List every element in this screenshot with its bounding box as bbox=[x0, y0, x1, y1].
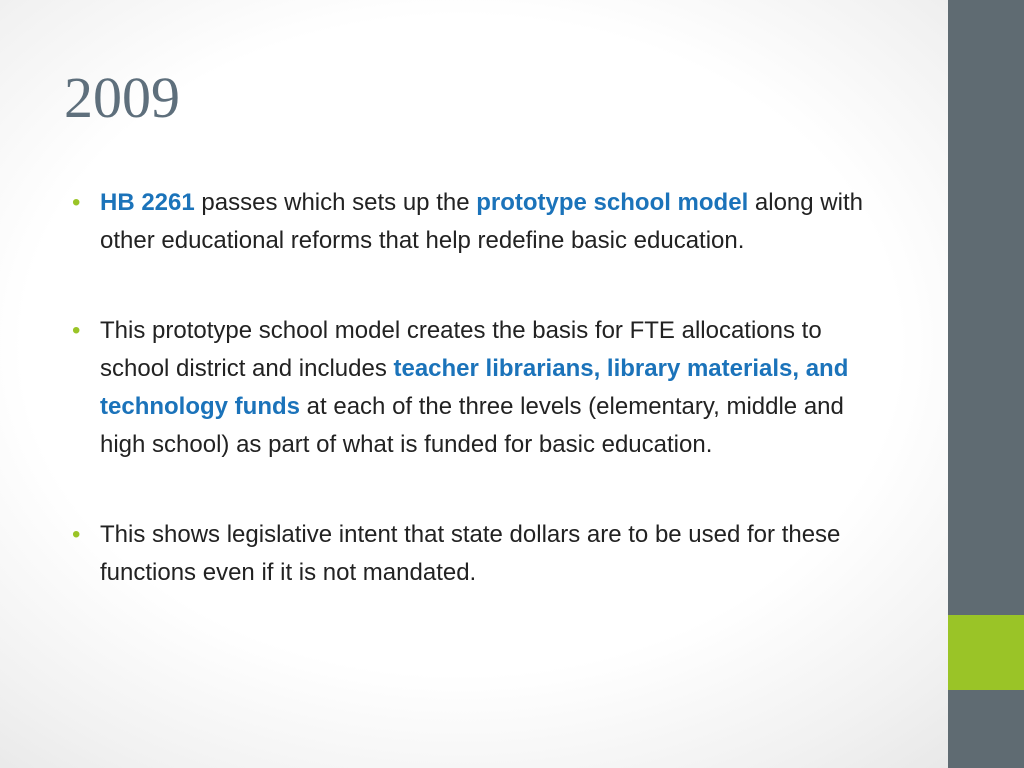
highlight-text: teacher librarians, library materials, and technology funds bbox=[100, 355, 849, 420]
bullet-marker: • bbox=[72, 521, 81, 548]
bullet-item bbox=[0, 184, 890, 260]
bullet-text: This prototype school model creates the basis for FTE allocations to school district and includes bbox=[100, 317, 822, 382]
bill-name: HB 2261 bbox=[100, 189, 195, 216]
highlight-text: prototype school model bbox=[476, 189, 749, 216]
bullet-text: at each of the three levels (elementary, middle and high school) as part of what is funded for basic education. bbox=[100, 393, 844, 458]
slide-title: 2009 bbox=[64, 65, 180, 130]
bullet-marker: • bbox=[72, 189, 81, 216]
sidebar-accent bbox=[948, 615, 1024, 690]
bullet-list bbox=[0, 184, 948, 644]
bullet-marker: • bbox=[72, 317, 81, 344]
bullet-text: passes which sets up the bbox=[194, 189, 477, 216]
bullet-item bbox=[0, 516, 890, 592]
bullet-item bbox=[0, 312, 890, 464]
bullet-text: This shows legislative intent that state dollars are to be used for these functions even if it is not mandated. bbox=[100, 521, 841, 586]
sidebar-bar bbox=[948, 0, 1024, 768]
bullet-text: along with other educational reforms that help redefine basic education. bbox=[100, 189, 863, 254]
